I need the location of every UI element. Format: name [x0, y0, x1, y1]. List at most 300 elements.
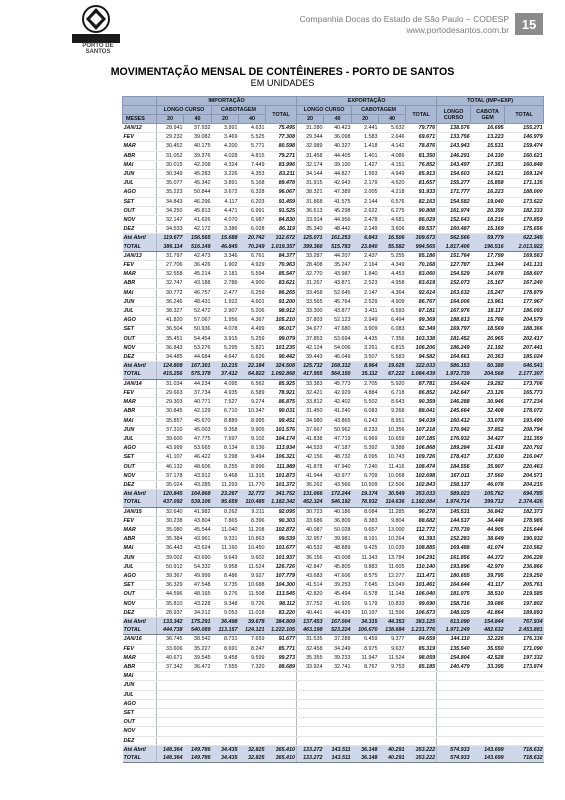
value-cell: 9.053 — [212, 608, 239, 617]
value-cell: 718.632 — [505, 754, 544, 763]
value-cell: 324.508 — [266, 362, 297, 371]
value-cell: 39.002 — [157, 553, 184, 562]
value-cell: 9.276 — [212, 590, 239, 599]
value-cell — [406, 681, 437, 690]
value-cell — [324, 727, 352, 736]
value-cell: 1.084.439 — [406, 370, 437, 379]
value-cell: 46.296 — [184, 197, 212, 206]
value-cell: 182.373 — [505, 507, 544, 516]
table-row — [123, 251, 544, 260]
value-cell: 86.029 — [406, 216, 437, 225]
value-cell: 13.961 — [471, 297, 505, 306]
value-cell: 186.093 — [505, 307, 544, 316]
value-cell: 161.974 — [437, 206, 471, 215]
value-cell: 33.078 — [471, 416, 505, 425]
header-meses: MESES — [123, 115, 157, 124]
value-cell: 40.532 — [297, 544, 324, 553]
value-cell — [406, 736, 437, 745]
header-imp-longo-curso: LONGO CURSO — [157, 106, 212, 115]
value-cell — [324, 681, 352, 690]
value-cell: 14.078 — [471, 270, 505, 279]
table-row — [123, 261, 544, 270]
value-cell: 36.472 — [184, 662, 212, 671]
value-cell: 7.555 — [212, 662, 239, 671]
value-cell: 15.858 — [471, 179, 505, 188]
value-cell — [266, 699, 297, 708]
value-cell: 31.267 — [297, 279, 324, 288]
header-blank — [123, 97, 157, 106]
value-cell: 5.771 — [239, 142, 266, 151]
value-cell: 6.987 — [239, 216, 266, 225]
value-cell: 4.142 — [379, 142, 406, 151]
value-cell: 574.933 — [437, 745, 471, 754]
value-cell — [157, 727, 184, 736]
value-cell: 35.080 — [157, 525, 184, 534]
table-row — [123, 206, 544, 215]
value-cell: 4.601 — [239, 297, 266, 306]
value-cell — [471, 690, 505, 699]
value-cell: 8.396 — [239, 516, 266, 525]
value-cell: 177.234 — [505, 398, 544, 407]
value-cell: 30.845 — [157, 407, 184, 416]
value-cell — [266, 672, 297, 681]
month-cell: OUT — [123, 334, 157, 343]
value-cell: 43.912 — [184, 471, 212, 480]
value-cell: 91.459 — [266, 197, 297, 206]
month-cell: TOTAL — [123, 626, 157, 635]
month-cell: MAI — [123, 416, 157, 425]
value-cell: 87.781 — [406, 379, 437, 388]
value-cell — [239, 709, 266, 718]
value-cell: 9.753 — [379, 662, 406, 671]
value-cell: 80.598 — [266, 142, 297, 151]
value-cell: 13.784 — [379, 553, 406, 562]
value-cell: 309.673 — [406, 234, 437, 243]
value-cell: 11.160 — [212, 544, 239, 553]
value-cell: 5.502 — [352, 398, 379, 407]
table-row — [123, 270, 544, 279]
total-row — [123, 243, 544, 252]
value-cell: 2.705 — [352, 379, 379, 388]
table-row — [123, 444, 544, 453]
header-tot-longo-curso: LONGO CURSO — [437, 106, 471, 124]
month-cell: AGO — [123, 699, 157, 708]
value-cell: 2.149 — [352, 225, 379, 234]
value-cell: 31.280 — [297, 124, 324, 133]
value-cell: 164.644 — [437, 581, 471, 590]
value-cell: 10.688 — [239, 581, 266, 590]
value-cell: 5.206 — [239, 307, 266, 316]
value-cell: 34.250 — [157, 206, 184, 215]
value-cell: 168.312 — [324, 362, 352, 371]
value-cell: 96.017 — [266, 325, 297, 334]
value-cell: 83.060 — [406, 270, 437, 279]
header-total-group: TOTAL (IMP+EXP) — [437, 97, 544, 106]
value-cell: 2.477 — [212, 288, 239, 297]
value-cell: 452.324 — [297, 498, 324, 507]
value-cell — [379, 672, 406, 681]
value-cell — [212, 672, 239, 681]
value-cell: 170.942 — [437, 425, 471, 434]
value-cell: 19.025 — [379, 362, 406, 371]
value-cell: 170.739 — [437, 525, 471, 534]
table-row — [123, 480, 544, 489]
value-cell: 160.412 — [437, 416, 471, 425]
value-cell: 35.077 — [157, 179, 184, 188]
value-cell: 38.542 — [184, 635, 212, 644]
value-cell: 79.776 — [406, 124, 437, 133]
value-cell: 146.291 — [437, 151, 471, 160]
value-cell: 767.934 — [505, 617, 544, 626]
value-cell: 2.177.307 — [505, 370, 544, 379]
value-cell: 45.805 — [324, 562, 352, 571]
value-cell: 152.643 — [437, 216, 471, 225]
value-cell: 11.148 — [379, 590, 406, 599]
value-cell: 143.497 — [437, 160, 471, 169]
value-cell: 46.422 — [184, 453, 212, 462]
value-cell: 3.672 — [212, 188, 239, 197]
value-cell: 177.967 — [505, 297, 544, 306]
table-row — [123, 179, 544, 188]
value-cell: 204.579 — [505, 316, 544, 325]
value-cell: 562.566 — [437, 234, 471, 243]
value-cell: 4.929 — [239, 261, 266, 270]
value-cell: 4.200 — [212, 142, 239, 151]
value-cell: 6.459 — [352, 635, 379, 644]
value-cell: 11.524 — [379, 653, 406, 662]
value-cell: 11.040 — [212, 525, 239, 534]
value-cell: 54.332 — [184, 562, 212, 571]
value-cell: 463.198 — [297, 626, 324, 635]
value-cell: 32.772 — [239, 490, 266, 499]
value-cell: 13.000 — [379, 525, 406, 534]
month-cell: FEV — [123, 516, 157, 525]
value-cell: 6.562 — [239, 379, 266, 388]
value-cell — [406, 672, 437, 681]
value-cell: 32.741 — [324, 662, 352, 671]
value-cell — [505, 699, 544, 708]
value-cell: 143.511 — [324, 754, 352, 763]
value-cell — [471, 681, 505, 690]
table-row — [123, 398, 544, 407]
value-cell: 39.376 — [184, 151, 212, 160]
ate-abril-row — [123, 490, 544, 499]
value-cell — [266, 736, 297, 745]
value-cell: 84.659 — [406, 635, 437, 644]
value-cell: 101.873 — [266, 471, 297, 480]
value-cell: 41.864 — [471, 608, 505, 617]
value-cell: 181.075 — [437, 590, 471, 599]
value-cell: 43.690 — [184, 553, 212, 562]
value-cell: 99.690 — [406, 599, 437, 608]
value-cell: 85.913 — [406, 170, 437, 179]
value-cell: 2.005 — [352, 188, 379, 197]
value-cell: 37.178 — [157, 471, 184, 480]
value-cell: 8.383 — [352, 516, 379, 525]
value-cell: 113.934 — [266, 444, 297, 453]
value-cell: 589.023 — [437, 490, 471, 499]
value-cell: 2.907 — [212, 307, 239, 316]
value-cell: 4.367 — [239, 316, 266, 325]
value-cell: 417.955 — [297, 370, 324, 379]
value-cell — [437, 718, 471, 727]
value-cell — [324, 699, 352, 708]
header-exp-longo-curso: LONGO CURSO — [297, 106, 352, 115]
value-cell: 5.392 — [352, 444, 379, 453]
value-cell: 8.996 — [239, 462, 266, 471]
value-cell: 34.980 — [297, 416, 324, 425]
month-cell: AGO — [123, 571, 157, 580]
value-cell: 4.095 — [212, 379, 239, 388]
value-cell: 35.355 — [297, 653, 324, 662]
value-cell: 53.694 — [324, 334, 352, 343]
value-cell: 36.842 — [471, 507, 505, 516]
value-cell: 8.486 — [212, 571, 239, 580]
value-cell: 10.068 — [379, 471, 406, 480]
value-cell: 42.970 — [471, 562, 505, 571]
value-cell: 7.645 — [352, 581, 379, 590]
value-cell: 161.856 — [437, 553, 471, 562]
value-cell: 32.558 — [157, 270, 184, 279]
value-cell: 154.582 — [437, 197, 471, 206]
value-cell: 133.272 — [297, 754, 324, 763]
header-exp-cab-40: 40 — [379, 115, 406, 124]
value-cell: 169.563 — [505, 251, 544, 260]
value-cell: 2.622 — [352, 206, 379, 215]
table-row — [123, 170, 544, 179]
value-cell: 4.909 — [379, 297, 406, 306]
value-cell: 47.775 — [184, 434, 212, 443]
value-cell: 210.562 — [505, 544, 544, 553]
value-cell — [352, 699, 379, 708]
value-cell: 6.593 — [379, 307, 406, 316]
value-cell: 10.450 — [239, 544, 266, 553]
value-cell: 5.821 — [239, 343, 266, 352]
month-cell: MAR — [123, 525, 157, 534]
value-cell: 120.845 — [157, 490, 184, 499]
month-cell: SET — [123, 581, 157, 590]
value-cell: 5.255 — [379, 251, 406, 260]
value-cell: 6.083 — [352, 407, 379, 416]
value-cell: 365.410 — [266, 745, 297, 754]
value-cell: 9.735 — [212, 581, 239, 590]
value-cell: 149.786 — [184, 745, 212, 754]
value-cell: 69.671 — [406, 133, 437, 142]
value-cell: 5.920 — [379, 379, 406, 388]
value-cell — [471, 718, 505, 727]
value-cell: 99.079 — [266, 334, 297, 343]
value-cell: 48.732 — [324, 453, 352, 462]
value-cell — [324, 690, 352, 699]
value-cell: 143.511 — [324, 745, 352, 754]
value-cell: 10.659 — [379, 434, 406, 443]
value-cell: 1.192.084 — [406, 498, 437, 507]
value-cell: 40.186 — [324, 507, 352, 516]
value-cell: 6.259 — [239, 288, 266, 297]
month-cell: Até Abril — [123, 617, 157, 626]
value-cell: 4.086 — [379, 151, 406, 160]
value-cell: 4.218 — [379, 188, 406, 197]
value-cell: 9.358 — [212, 425, 239, 434]
value-cell: 133.272 — [297, 745, 324, 754]
value-cell: 36.329 — [157, 581, 184, 590]
value-cell — [352, 690, 379, 699]
value-cell: 59.779 — [471, 234, 505, 243]
value-cell: 171.777 — [437, 188, 471, 197]
value-cell: 39.233 — [324, 653, 352, 662]
month-cell: JUN — [123, 297, 157, 306]
month-cell: TOTAL — [123, 370, 157, 379]
value-cell: 1.972.739 — [437, 370, 471, 379]
value-cell: 34.435 — [212, 745, 239, 754]
value-cell — [505, 690, 544, 699]
month-cell: OUT — [123, 462, 157, 471]
value-cell — [239, 681, 266, 690]
value-cell: 188.000 — [505, 188, 544, 197]
value-cell: 36.262 — [297, 480, 324, 489]
value-cell: 184.556 — [437, 462, 471, 471]
table-row — [123, 544, 544, 553]
value-cell — [184, 672, 212, 681]
value-cell: 9.643 — [212, 553, 239, 562]
value-cell: 176.932 — [437, 434, 471, 443]
value-cell: 4.078 — [212, 325, 239, 334]
page-header — [0, 0, 565, 58]
value-cell: 523.224 — [324, 626, 352, 635]
month-cell: MAR — [123, 270, 157, 279]
value-cell: 353.222 — [406, 745, 437, 754]
value-cell: 92.349 — [406, 325, 437, 334]
table-header — [123, 97, 544, 124]
ate-abril-row — [123, 745, 544, 754]
value-cell: 13.223 — [471, 133, 505, 142]
value-cell — [157, 709, 184, 718]
month-cell: MAR — [123, 653, 157, 662]
value-cell: 9.958 — [212, 562, 239, 571]
month-cell: NOV — [123, 216, 157, 225]
value-cell: 181.452 — [437, 334, 471, 343]
value-cell: 154.529 — [437, 270, 471, 279]
value-cell — [406, 727, 437, 736]
value-cell — [406, 709, 437, 718]
month-cell: NOV — [123, 599, 157, 608]
table-row — [123, 197, 544, 206]
table-row — [123, 662, 544, 671]
value-cell: 50.936 — [184, 325, 212, 334]
header-importacao: IMPORTAÇÃO — [157, 97, 297, 106]
value-cell: 28.941 — [157, 124, 184, 133]
value-cell: 29.232 — [157, 133, 184, 142]
value-cell: 175.656 — [505, 225, 544, 234]
value-cell: 32.458 — [297, 644, 324, 653]
value-cell: 90.359 — [406, 398, 437, 407]
value-cell: 365.410 — [266, 754, 297, 763]
value-cell: 34.315 — [352, 617, 379, 626]
value-cell: 41.926 — [324, 599, 352, 608]
value-cell: 44.372 — [471, 553, 505, 562]
value-cell — [266, 690, 297, 699]
value-cell: 1.019.357 — [266, 243, 297, 252]
value-cell: 138.576 — [437, 124, 471, 133]
value-cell: 35.550 — [471, 644, 505, 653]
table-row — [123, 160, 544, 169]
company-website[interactable]: www.portodesantos.com.br — [406, 25, 509, 35]
value-cell: 353.033 — [406, 490, 437, 499]
value-cell: 215.644 — [505, 525, 544, 534]
value-cell: 2.949 — [352, 316, 379, 325]
value-cell: 39.082 — [184, 133, 212, 142]
table-row — [123, 535, 544, 544]
value-cell: 49.999 — [184, 571, 212, 580]
value-cell — [505, 718, 544, 727]
value-cell — [239, 690, 266, 699]
value-cell: 9.348 — [212, 599, 239, 608]
month-cell: DEZ — [123, 225, 157, 234]
month-cell: AGO — [123, 444, 157, 453]
value-cell: 34.485 — [157, 353, 184, 362]
month-cell: MAR — [123, 398, 157, 407]
value-cell: 27.706 — [157, 261, 184, 270]
value-cell: 15.531 — [471, 142, 505, 151]
value-cell: 29.663 — [157, 388, 184, 397]
value-cell: 99.451 — [266, 416, 297, 425]
value-cell: 39.443 — [297, 353, 324, 362]
value-cell: 171.090 — [505, 644, 544, 653]
value-cell — [239, 672, 266, 681]
value-cell: 6.028 — [239, 225, 266, 234]
value-cell: 2.437 — [352, 251, 379, 260]
value-cell: 8.691 — [212, 644, 239, 653]
month-cell: JUN — [123, 170, 157, 179]
value-cell: 90.278 — [406, 507, 437, 516]
value-cell: 43.977 — [324, 471, 352, 480]
value-cell: 34.448 — [471, 516, 505, 525]
value-cell: 4.435 — [352, 334, 379, 343]
value-cell: 3.507 — [352, 353, 379, 362]
value-cell: 7.240 — [352, 462, 379, 471]
value-cell: 167.301 — [184, 362, 212, 371]
value-cell: 50.844 — [184, 188, 212, 197]
table-row — [123, 133, 544, 142]
total-row — [123, 498, 544, 507]
value-cell — [324, 718, 352, 727]
value-cell: 89.478 — [266, 179, 297, 188]
month-cell: MAI — [123, 288, 157, 297]
value-cell: 41.575 — [324, 197, 352, 206]
month-cell: MAI — [123, 160, 157, 169]
table-row — [123, 672, 544, 681]
value-cell: 91.525 — [266, 206, 297, 215]
value-cell — [157, 681, 184, 690]
value-cell: 108.885 — [406, 544, 437, 553]
value-cell — [157, 718, 184, 727]
value-cell — [184, 718, 212, 727]
value-cell: 43.999 — [157, 444, 184, 453]
value-cell — [471, 672, 505, 681]
value-cell: 5.632 — [379, 124, 406, 133]
value-cell: 34.427 — [471, 434, 505, 443]
value-cell: 101.235 — [266, 343, 297, 352]
value-cell: 2.164 — [352, 261, 379, 270]
month-cell: JUL — [123, 690, 157, 699]
value-cell — [324, 672, 352, 681]
value-cell: 109.726 — [406, 453, 437, 462]
value-cell: 37.342 — [157, 662, 184, 671]
value-cell: 32.770 — [297, 270, 324, 279]
value-cell: 33.924 — [297, 662, 324, 671]
value-cell: 10.509 — [352, 480, 379, 489]
value-cell: 148.029 — [437, 608, 471, 617]
